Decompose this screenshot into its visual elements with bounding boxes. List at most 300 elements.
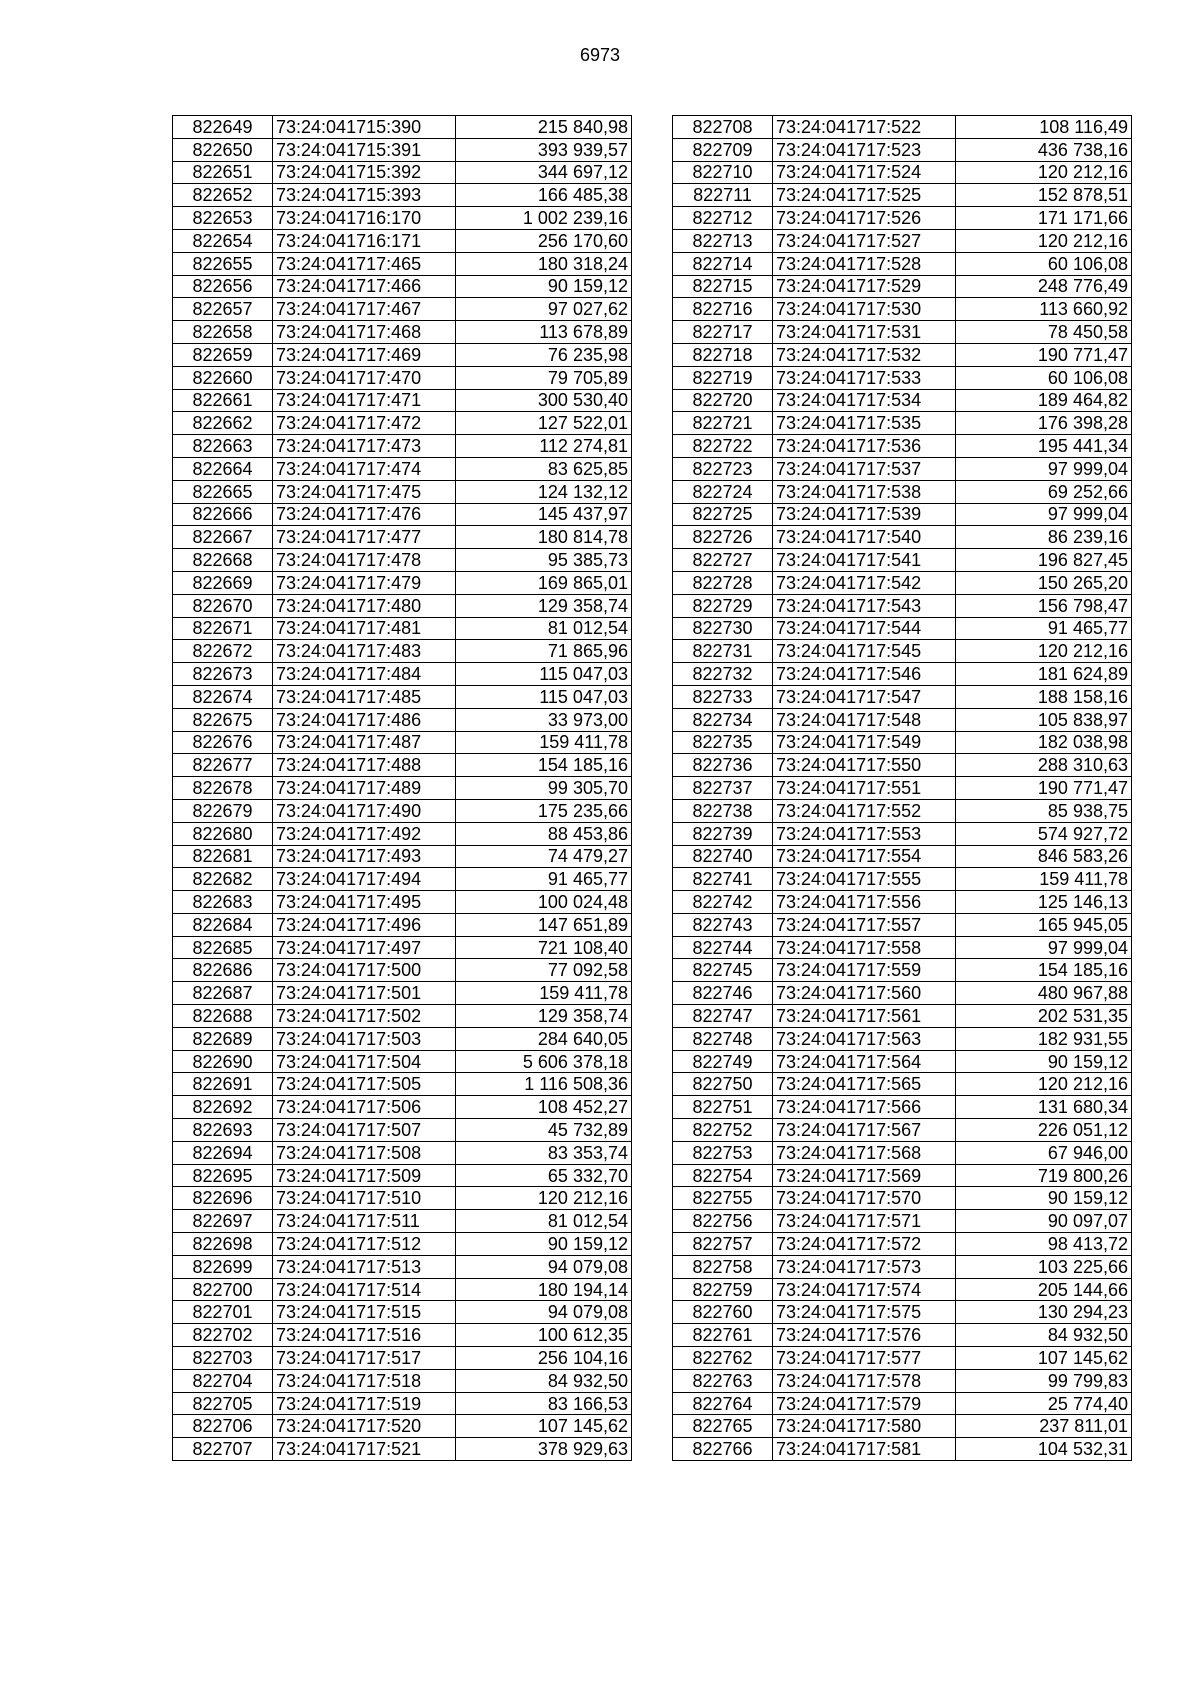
record-number-cell: 822721 <box>673 412 773 435</box>
cadastral-number-cell: 73:24:041717:489 <box>273 777 456 800</box>
cadastral-value-cell: 215 840,98 <box>456 116 632 139</box>
record-number-cell: 822694 <box>173 1141 273 1164</box>
cadastral-number-cell: 73:24:041717:467 <box>273 298 456 321</box>
cadastral-number-cell: 73:24:041717:465 <box>273 252 456 275</box>
record-number-cell: 822764 <box>673 1392 773 1415</box>
record-number-cell: 822728 <box>673 571 773 594</box>
cadastral-value-cell: 108 452,27 <box>456 1096 632 1119</box>
table-row <box>173 1415 632 1438</box>
cadastral-number-cell: 73:24:041717:571 <box>773 1210 956 1233</box>
cadastral-value-cell: 195 441,34 <box>956 435 1132 458</box>
table-row <box>673 1301 1132 1324</box>
cadastral-value-cell: 67 946,00 <box>956 1141 1132 1164</box>
table-row <box>173 207 632 230</box>
record-number-cell: 822725 <box>673 503 773 526</box>
cadastral-number-cell: 73:24:041717:468 <box>273 321 456 344</box>
cadastral-value-cell: 100 612,35 <box>456 1324 632 1347</box>
cadastral-value-cell: 159 411,78 <box>456 982 632 1005</box>
cadastral-value-cell: 100 024,48 <box>456 891 632 914</box>
table-row <box>673 161 1132 184</box>
table-row <box>673 594 1132 617</box>
cadastral-value-cell: 1 002 239,16 <box>456 207 632 230</box>
cadastral-value-cell: 60 106,08 <box>956 366 1132 389</box>
record-number-cell: 822689 <box>173 1027 273 1050</box>
cadastral-value-cell: 76 235,98 <box>456 343 632 366</box>
table-row <box>173 116 632 139</box>
table-row <box>673 412 1132 435</box>
cadastral-value-cell: 171 171,66 <box>956 207 1132 230</box>
record-number-cell: 822762 <box>673 1347 773 1370</box>
record-number-cell: 822763 <box>673 1369 773 1392</box>
cadastral-value-cell: 574 927,72 <box>956 822 1132 845</box>
record-number-cell: 822654 <box>173 229 273 252</box>
cadastral-number-cell: 73:24:041717:546 <box>773 663 956 686</box>
record-number-cell: 822656 <box>173 275 273 298</box>
table-row <box>673 913 1132 936</box>
cadastral-value-cell: 436 738,16 <box>956 138 1132 161</box>
cadastral-value-cell: 181 624,89 <box>956 663 1132 686</box>
cadastral-number-cell: 73:24:041717:579 <box>773 1392 956 1415</box>
cadastral-number-cell: 73:24:041717:520 <box>273 1415 456 1438</box>
cadastral-number-cell: 73:24:041717:550 <box>773 754 956 777</box>
cadastral-value-cell: 129 358,74 <box>456 594 632 617</box>
record-number-cell: 822660 <box>173 366 273 389</box>
record-number-cell: 822651 <box>173 161 273 184</box>
table-row <box>673 708 1132 731</box>
cadastral-number-cell: 73:24:041717:512 <box>273 1233 456 1256</box>
page-number: 6973 <box>579 45 621 65</box>
record-number-cell: 822731 <box>673 640 773 663</box>
cadastral-value-cell: 71 865,96 <box>456 640 632 663</box>
record-number-cell: 822655 <box>173 252 273 275</box>
cadastral-number-cell: 73:24:041717:500 <box>273 959 456 982</box>
record-number-cell: 822732 <box>673 663 773 686</box>
record-number-cell: 822742 <box>673 891 773 914</box>
record-number-cell: 822744 <box>673 936 773 959</box>
cadastral-number-cell: 73:24:041717:486 <box>273 708 456 731</box>
record-number-cell: 822675 <box>173 708 273 731</box>
cadastral-number-cell: 73:24:041717:535 <box>773 412 956 435</box>
table-row <box>673 1233 1132 1256</box>
cadastral-value-cell: 97 027,62 <box>456 298 632 321</box>
record-number-cell: 822730 <box>673 617 773 640</box>
table-row <box>173 161 632 184</box>
cadastral-value-cell: 156 798,47 <box>956 594 1132 617</box>
table-row <box>673 845 1132 868</box>
cadastral-number-cell: 73:24:041717:515 <box>273 1301 456 1324</box>
cadastral-number-cell: 73:24:041717:506 <box>273 1096 456 1119</box>
record-number-cell: 822737 <box>673 777 773 800</box>
cadastral-number-cell: 73:24:041717:576 <box>773 1324 956 1347</box>
cadastral-value-cell: 104 532,31 <box>956 1438 1132 1461</box>
table-row <box>173 389 632 412</box>
record-number-cell: 822673 <box>173 663 273 686</box>
cadastral-number-cell: 73:24:041715:390 <box>273 116 456 139</box>
table-row <box>673 777 1132 800</box>
cadastral-number-cell: 73:24:041717:517 <box>273 1347 456 1370</box>
cadastral-value-cell: 180 318,24 <box>456 252 632 275</box>
table-row <box>173 138 632 161</box>
cadastral-number-cell: 73:24:041717:522 <box>773 116 956 139</box>
record-number-cell: 822684 <box>173 913 273 936</box>
cadastral-value-cell: 180 814,78 <box>456 526 632 549</box>
cadastral-value-cell: 175 235,66 <box>456 799 632 822</box>
record-number-cell: 822664 <box>173 457 273 480</box>
cadastral-number-cell: 73:24:041716:171 <box>273 229 456 252</box>
cadastral-number-cell: 73:24:041717:497 <box>273 936 456 959</box>
cadastral-number-cell: 73:24:041717:552 <box>773 799 956 822</box>
record-number-cell: 822724 <box>673 480 773 503</box>
cadastral-number-cell: 73:24:041717:490 <box>273 799 456 822</box>
cadastral-number-cell: 73:24:041717:510 <box>273 1187 456 1210</box>
table-row <box>673 1141 1132 1164</box>
cadastral-number-cell: 73:24:041717:540 <box>773 526 956 549</box>
record-number-cell: 822672 <box>173 640 273 663</box>
cadastral-value-cell: 99 799,83 <box>956 1369 1132 1392</box>
cadastral-value-cell: 108 116,49 <box>956 116 1132 139</box>
cadastral-number-cell: 73:24:041715:393 <box>273 184 456 207</box>
record-number-cell: 822668 <box>173 549 273 572</box>
record-number-cell: 822715 <box>673 275 773 298</box>
table-row <box>673 868 1132 891</box>
record-number-cell: 822758 <box>673 1255 773 1278</box>
cadastral-number-cell: 73:24:041717:574 <box>773 1278 956 1301</box>
record-number-cell: 822759 <box>673 1278 773 1301</box>
cadastral-value-cell: 45 732,89 <box>456 1119 632 1142</box>
table-row <box>173 1255 632 1278</box>
cadastral-value-cell: 205 144,66 <box>956 1278 1132 1301</box>
cadastral-number-cell: 73:24:041717:578 <box>773 1369 956 1392</box>
cadastral-number-cell: 73:24:041717:566 <box>773 1096 956 1119</box>
table-row <box>673 663 1132 686</box>
cadastral-value-cell: 115 047,03 <box>456 663 632 686</box>
record-number-cell: 822688 <box>173 1005 273 1028</box>
cadastral-value-cell: 113 678,89 <box>456 321 632 344</box>
cadastral-number-cell: 73:24:041717:480 <box>273 594 456 617</box>
cadastral-value-cell: 120 212,16 <box>456 1187 632 1210</box>
cadastral-value-cell: 721 108,40 <box>456 936 632 959</box>
cadastral-number-cell: 73:24:041717:570 <box>773 1187 956 1210</box>
cadastral-number-cell: 73:24:041717:519 <box>273 1392 456 1415</box>
cadastral-value-cell: 83 353,74 <box>456 1141 632 1164</box>
cadastral-value-cell: 120 212,16 <box>956 229 1132 252</box>
table-row <box>173 252 632 275</box>
record-number-cell: 822735 <box>673 731 773 754</box>
record-number-cell: 822717 <box>673 321 773 344</box>
cadastral-value-cell: 90 159,12 <box>956 1050 1132 1073</box>
cadastral-value-cell: 112 274,81 <box>456 435 632 458</box>
cadastral-number-cell: 73:24:041717:509 <box>273 1164 456 1187</box>
cadastral-number-cell: 73:24:041717:532 <box>773 343 956 366</box>
record-number-cell: 822749 <box>673 1050 773 1073</box>
table-row <box>173 868 632 891</box>
record-number-cell: 822686 <box>173 959 273 982</box>
record-number-cell: 822663 <box>173 435 273 458</box>
cadastral-value-cell: 248 776,49 <box>956 275 1132 298</box>
record-number-cell: 822729 <box>673 594 773 617</box>
cadastral-value-cell: 113 660,92 <box>956 298 1132 321</box>
table-row <box>173 1301 632 1324</box>
cadastral-value-cell: 97 999,04 <box>956 503 1132 526</box>
record-number-cell: 822709 <box>673 138 773 161</box>
cadastral-number-cell: 73:24:041717:573 <box>773 1255 956 1278</box>
cadastral-value-cell: 83 625,85 <box>456 457 632 480</box>
cadastral-number-cell: 73:24:041717:565 <box>773 1073 956 1096</box>
cadastral-number-cell: 73:24:041717:563 <box>773 1027 956 1050</box>
table-row <box>173 480 632 503</box>
record-number-cell: 822745 <box>673 959 773 982</box>
table-row <box>673 799 1132 822</box>
cadastral-number-cell: 73:24:041717:473 <box>273 435 456 458</box>
record-number-cell: 822706 <box>173 1415 273 1438</box>
cadastral-value-cell: 154 185,16 <box>456 754 632 777</box>
table-row <box>173 799 632 822</box>
cadastral-value-cell: 188 158,16 <box>956 685 1132 708</box>
table-row <box>173 1369 632 1392</box>
cadastral-value-cell: 90 159,12 <box>456 1233 632 1256</box>
record-number-cell: 822713 <box>673 229 773 252</box>
table-row <box>173 822 632 845</box>
cadastral-number-cell: 73:24:041717:561 <box>773 1005 956 1028</box>
cadastral-value-cell: 182 038,98 <box>956 731 1132 754</box>
table-row <box>673 435 1132 458</box>
cadastral-number-cell: 73:24:041717:518 <box>273 1369 456 1392</box>
record-number-cell: 822670 <box>173 594 273 617</box>
record-number-cell: 822753 <box>673 1141 773 1164</box>
cadastral-number-cell: 73:24:041717:542 <box>773 571 956 594</box>
table-row <box>173 685 632 708</box>
cadastral-number-cell: 73:24:041717:479 <box>273 571 456 594</box>
cadastral-number-cell: 73:24:041717:466 <box>273 275 456 298</box>
cadastral-number-cell: 73:24:041717:496 <box>273 913 456 936</box>
cadastral-number-cell: 73:24:041717:534 <box>773 389 956 412</box>
register-table-right <box>672 115 1132 1461</box>
cadastral-value-cell: 81 012,54 <box>456 617 632 640</box>
record-number-cell: 822662 <box>173 412 273 435</box>
cadastral-value-cell: 86 239,16 <box>956 526 1132 549</box>
record-number-cell: 822659 <box>173 343 273 366</box>
cadastral-value-cell: 125 146,13 <box>956 891 1132 914</box>
cadastral-number-cell: 73:24:041717:492 <box>273 822 456 845</box>
cadastral-number-cell: 73:24:041716:170 <box>273 207 456 230</box>
cadastral-number-cell: 73:24:041717:575 <box>773 1301 956 1324</box>
cadastral-number-cell: 73:24:041717:469 <box>273 343 456 366</box>
cadastral-value-cell: 97 999,04 <box>956 936 1132 959</box>
table-row <box>673 1347 1132 1370</box>
cadastral-number-cell: 73:24:041717:559 <box>773 959 956 982</box>
table-row <box>173 891 632 914</box>
cadastral-number-cell: 73:24:041717:485 <box>273 685 456 708</box>
record-number-cell: 822741 <box>673 868 773 891</box>
table-row <box>673 1073 1132 1096</box>
cadastral-number-cell: 73:24:041717:543 <box>773 594 956 617</box>
cadastral-value-cell: 105 838,97 <box>956 708 1132 731</box>
record-number-cell: 822683 <box>173 891 273 914</box>
cadastral-value-cell: 107 145,62 <box>956 1347 1132 1370</box>
table-row <box>173 1278 632 1301</box>
table-row <box>173 298 632 321</box>
cadastral-value-cell: 300 530,40 <box>456 389 632 412</box>
table-row <box>673 138 1132 161</box>
table-row <box>673 982 1132 1005</box>
table-row <box>173 845 632 868</box>
cadastral-value-cell: 124 132,12 <box>456 480 632 503</box>
cadastral-value-cell: 94 079,08 <box>456 1301 632 1324</box>
record-number-cell: 822690 <box>173 1050 273 1073</box>
record-number-cell: 822740 <box>673 845 773 868</box>
cadastral-number-cell: 73:24:041717:564 <box>773 1050 956 1073</box>
table-row <box>673 298 1132 321</box>
cadastral-number-cell: 73:24:041717:481 <box>273 617 456 640</box>
record-number-cell: 822752 <box>673 1119 773 1142</box>
table-row <box>173 1005 632 1028</box>
table-row <box>673 275 1132 298</box>
record-number-cell: 822757 <box>673 1233 773 1256</box>
cadastral-number-cell: 73:24:041717:471 <box>273 389 456 412</box>
cadastral-value-cell: 115 047,03 <box>456 685 632 708</box>
cadastral-number-cell: 73:24:041717:472 <box>273 412 456 435</box>
cadastral-value-cell: 159 411,78 <box>456 731 632 754</box>
cadastral-value-cell: 154 185,16 <box>956 959 1132 982</box>
table-row <box>173 1141 632 1164</box>
cadastral-value-cell: 65 332,70 <box>456 1164 632 1187</box>
cadastral-number-cell: 73:24:041717:474 <box>273 457 456 480</box>
record-number-cell: 822701 <box>173 1301 273 1324</box>
cadastral-number-cell: 73:24:041717:530 <box>773 298 956 321</box>
table-row <box>673 503 1132 526</box>
cadastral-number-cell: 73:24:041717:577 <box>773 1347 956 1370</box>
table-row <box>673 1369 1132 1392</box>
cadastral-number-cell: 73:24:041717:504 <box>273 1050 456 1073</box>
cadastral-value-cell: 127 522,01 <box>456 412 632 435</box>
cadastral-value-cell: 256 104,16 <box>456 1347 632 1370</box>
cadastral-number-cell: 73:24:041717:553 <box>773 822 956 845</box>
table-row <box>173 457 632 480</box>
record-number-cell: 822681 <box>173 845 273 868</box>
record-number-cell: 822649 <box>173 116 273 139</box>
record-number-cell: 822677 <box>173 754 273 777</box>
record-number-cell: 822692 <box>173 1096 273 1119</box>
cadastral-number-cell: 73:24:041717:549 <box>773 731 956 754</box>
table-row <box>673 1187 1132 1210</box>
record-number-cell: 822693 <box>173 1119 273 1142</box>
cadastral-number-cell: 73:24:041717:547 <box>773 685 956 708</box>
table-row <box>673 321 1132 344</box>
cadastral-number-cell: 73:24:041717:555 <box>773 868 956 891</box>
record-number-cell: 822682 <box>173 868 273 891</box>
cadastral-value-cell: 120 212,16 <box>956 640 1132 663</box>
record-number-cell: 822679 <box>173 799 273 822</box>
table-row <box>173 913 632 936</box>
record-number-cell: 822736 <box>673 754 773 777</box>
table-row <box>673 1255 1132 1278</box>
cadastral-value-cell: 81 012,54 <box>456 1210 632 1233</box>
cadastral-value-cell: 378 929,63 <box>456 1438 632 1461</box>
cadastral-number-cell: 73:24:041717:483 <box>273 640 456 663</box>
table-row <box>173 731 632 754</box>
record-number-cell: 822666 <box>173 503 273 526</box>
table-row <box>173 1027 632 1050</box>
table-row <box>173 412 632 435</box>
table-row <box>673 252 1132 275</box>
cadastral-value-cell: 846 583,26 <box>956 845 1132 868</box>
cadastral-number-cell: 73:24:041717:475 <box>273 480 456 503</box>
table-row <box>173 1392 632 1415</box>
table-row <box>673 685 1132 708</box>
cadastral-number-cell: 73:24:041717:536 <box>773 435 956 458</box>
table-row <box>173 1210 632 1233</box>
cadastral-number-cell: 73:24:041717:572 <box>773 1233 956 1256</box>
table-row <box>173 435 632 458</box>
cadastral-value-cell: 480 967,88 <box>956 982 1132 1005</box>
cadastral-value-cell: 103 225,66 <box>956 1255 1132 1278</box>
cadastral-value-cell: 85 938,75 <box>956 799 1132 822</box>
record-number-cell: 822760 <box>673 1301 773 1324</box>
cadastral-value-cell: 94 079,08 <box>456 1255 632 1278</box>
table-row <box>673 343 1132 366</box>
register-table-right-body <box>673 116 1132 1461</box>
table-row <box>673 366 1132 389</box>
cadastral-number-cell: 73:24:041717:551 <box>773 777 956 800</box>
cadastral-value-cell: 90 097,07 <box>956 1210 1132 1233</box>
table-row <box>673 959 1132 982</box>
record-number-cell: 822751 <box>673 1096 773 1119</box>
record-number-cell: 822726 <box>673 526 773 549</box>
cadastral-number-cell: 73:24:041717:521 <box>273 1438 456 1461</box>
table-row <box>173 982 632 1005</box>
record-number-cell: 822708 <box>673 116 773 139</box>
table-row <box>173 229 632 252</box>
table-row <box>173 617 632 640</box>
table-row <box>673 640 1132 663</box>
cadastral-number-cell: 73:24:041717:568 <box>773 1141 956 1164</box>
table-row <box>173 1073 632 1096</box>
record-number-cell: 822711 <box>673 184 773 207</box>
table-row <box>673 754 1132 777</box>
record-number-cell: 822653 <box>173 207 273 230</box>
table-row <box>173 1347 632 1370</box>
cadastral-value-cell: 256 170,60 <box>456 229 632 252</box>
table-row <box>673 1005 1132 1028</box>
record-number-cell: 822722 <box>673 435 773 458</box>
cadastral-number-cell: 73:24:041717:544 <box>773 617 956 640</box>
cadastral-value-cell: 69 252,66 <box>956 480 1132 503</box>
table-row <box>173 1164 632 1187</box>
table-row <box>673 891 1132 914</box>
record-number-cell: 822746 <box>673 982 773 1005</box>
record-number-cell: 822743 <box>673 913 773 936</box>
table-row <box>173 640 632 663</box>
record-number-cell: 822685 <box>173 936 273 959</box>
table-row <box>673 1415 1132 1438</box>
cadastral-number-cell: 73:24:041717:558 <box>773 936 956 959</box>
table-row <box>173 959 632 982</box>
cadastral-number-cell: 73:24:041717:569 <box>773 1164 956 1187</box>
cadastral-number-cell: 73:24:041717:487 <box>273 731 456 754</box>
cadastral-value-cell: 77 092,58 <box>456 959 632 982</box>
record-number-cell: 822667 <box>173 526 273 549</box>
cadastral-value-cell: 95 385,73 <box>456 549 632 572</box>
table-row <box>673 526 1132 549</box>
record-number-cell: 822680 <box>173 822 273 845</box>
cadastral-value-cell: 719 800,26 <box>956 1164 1132 1187</box>
cadastral-value-cell: 97 999,04 <box>956 457 1132 480</box>
table-row <box>673 549 1132 572</box>
cadastral-value-cell: 78 450,58 <box>956 321 1132 344</box>
table-row <box>173 754 632 777</box>
cadastral-value-cell: 284 640,05 <box>456 1027 632 1050</box>
cadastral-number-cell: 73:24:041717:505 <box>273 1073 456 1096</box>
